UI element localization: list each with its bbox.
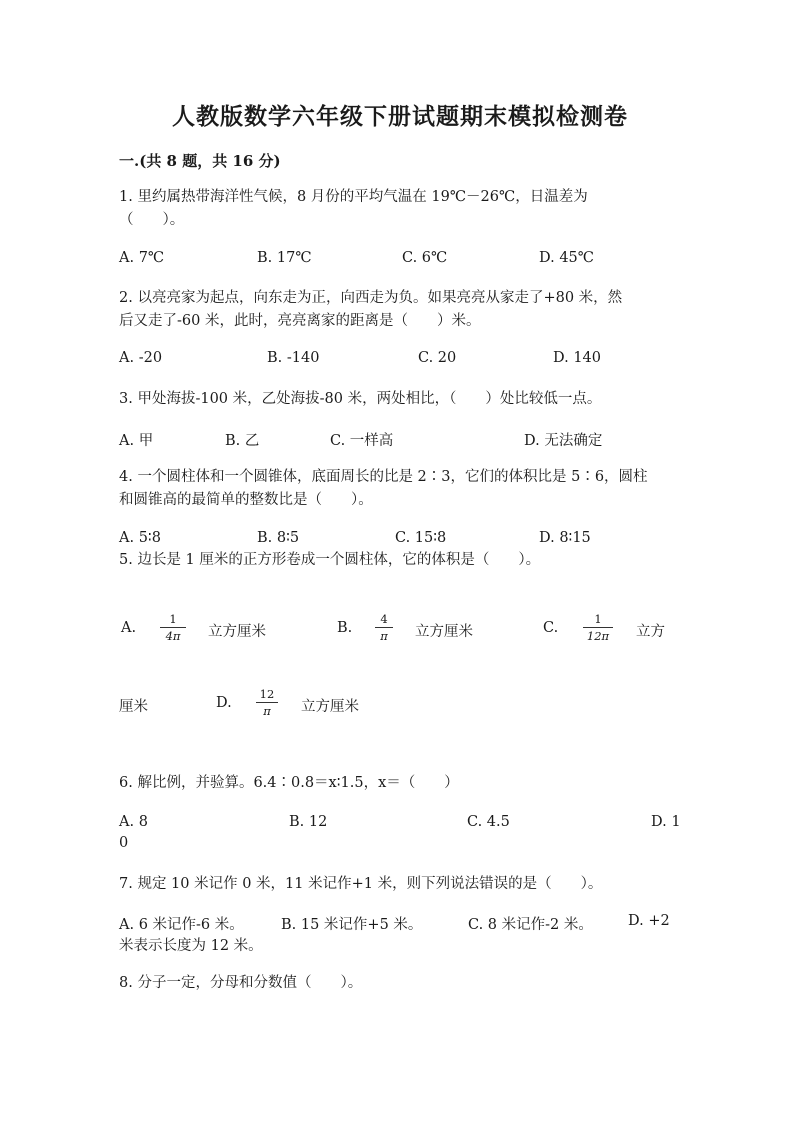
question-1-text-cont: （ ）。 [119,212,185,228]
fraction-bar [583,627,613,628]
question-2-option-d[interactable]: D. 140 [553,350,602,366]
fraction-denominator: π [263,704,271,718]
question-2-text-cont: 后又走了-60 米，此时，亮亮离家的距离是（ ）米。 [119,313,481,329]
question-1-option-c[interactable]: C. 6℃ [402,250,448,266]
question-6-option-a[interactable]: A. 8 [119,814,148,830]
question-1-option-b[interactable]: B. 17℃ [257,250,312,266]
question-6-option-c[interactable]: C. 4.5 [467,814,510,830]
question-5-option-b-label[interactable]: B. [337,620,353,636]
fraction-numerator: 12 [259,687,275,701]
question-3-option-c[interactable]: C. 一样高 [330,433,394,449]
fraction-denominator: 12π [586,629,610,643]
question-5-option-a-unit: 立方厘米 [208,624,266,640]
question-2-option-a[interactable]: A. -20 [119,350,163,366]
fraction-numerator: 1 [594,612,602,626]
question-5-option-c-label[interactable]: C. [543,620,559,636]
question-5-option-d-label[interactable]: D. [216,695,232,711]
question-5-option-c-unit: 立方 [636,624,665,640]
question-7-option-c[interactable]: C. 8 米记作-2 米。 [468,917,593,933]
question-7-option-d[interactable]: D. +2 [628,913,670,929]
fraction-bar [160,627,186,628]
question-1-option-d[interactable]: D. 45℃ [539,250,594,266]
question-5-option-d-fraction [256,687,278,718]
fraction-bar [375,627,393,628]
question-5-text: 5. 边长是 1 厘米的正方形卷成一个圆柱体，它的体积是（ ）。 [119,552,541,568]
question-5-option-c-fraction [583,612,613,643]
question-7-option-b[interactable]: B. 15 米记作+5 米。 [281,917,423,933]
page-title: 人教版数学六年级下册试题期末模拟检测卷 [172,103,628,130]
question-6-option-b[interactable]: B. 12 [289,814,328,830]
question-7-option-a[interactable]: A. 6 米记作-6 米。 [119,917,244,933]
question-6-text: 6. 解比例，并验算。6.4∶0.8＝x∶1.5，x＝（ ） [119,775,459,791]
question-2-option-c[interactable]: C. 20 [418,350,457,366]
question-7-option-d-cont: 米表示长度为 12 米。 [119,938,263,954]
fraction-numerator: 1 [169,612,177,626]
fraction-denominator: 4π [165,629,181,643]
question-7-text: 7. 规定 10 米记作 0 米，11 米记作+1 米，则下列说法错误的是（ ）。 [119,876,603,892]
question-2-option-b[interactable]: B. -140 [267,350,320,366]
question-3-option-d[interactable]: D. 无法确定 [524,433,603,449]
question-6-option-d-cont: 0 [119,835,129,851]
question-5-option-b-unit: 立方厘米 [415,624,473,640]
fraction-bar [256,702,278,703]
question-4-option-c[interactable]: C. 15∶8 [395,530,447,546]
question-1-option-a[interactable]: A. 7℃ [119,250,165,266]
question-4-option-b[interactable]: B. 8∶5 [257,530,300,546]
question-4-text-cont: 和圆锥高的最简单的整数比是（ ）。 [119,492,373,508]
question-1-text: 1. 里约属热带海洋性气候，8 月份的平均气温在 19℃－26℃，日温差为 [119,189,588,205]
question-3-text: 3. 甲处海拔-100 米，乙处海拔-80 米，两处相比，（ ）处比较低一点。 [119,391,602,407]
question-5-option-b-fraction [375,612,393,643]
question-5-option-c-unit-cont: 厘米 [119,699,148,715]
question-3-option-a[interactable]: A. 甲 [119,433,154,449]
fraction-numerator: 4 [380,612,388,626]
question-3-option-b[interactable]: B. 乙 [225,433,260,449]
question-4-option-d[interactable]: D. 8∶15 [539,530,591,546]
question-4-text: 4. 一个圆柱体和一个圆锥体，底面周长的比是 2∶3，它们的体积比是 5∶6，圆柱 [119,469,648,485]
question-2-text: 2. 以亮亮家为起点，向东走为正，向西走为负。如果亮亮从家走了+80 米，然 [119,290,623,306]
fraction-denominator: π [380,629,388,643]
question-5-option-a-fraction [160,612,186,643]
question-4-option-a[interactable]: A. 5∶8 [119,530,161,546]
question-5-option-a-label[interactable]: A. [121,620,137,636]
question-6-option-d[interactable]: D. 1 [651,814,681,830]
question-5-option-d-unit: 立方厘米 [301,699,359,715]
section-heading: 一.(共 8 题，共 16 分) [119,152,281,170]
question-8-text: 8. 分子一定，分母和分数值（ ）。 [119,975,363,991]
